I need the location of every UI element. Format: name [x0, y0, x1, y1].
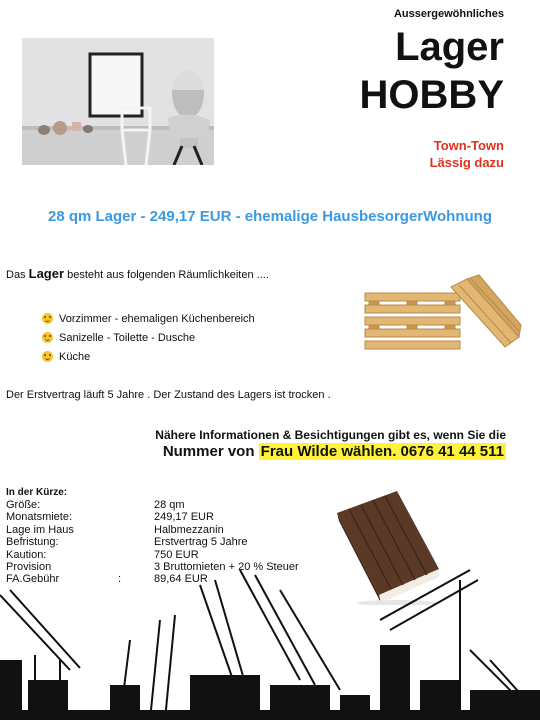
table-row [6, 524, 299, 536]
list-item [42, 309, 255, 328]
tagline-laessig: Lässig dazu [429, 155, 504, 170]
smiley-icon [42, 332, 53, 343]
summary-value: 249,17 EUR [154, 511, 214, 524]
contact-prefix: Nummer von [162, 443, 259, 460]
kicker-text: Aussergewöhnliches [393, 8, 504, 20]
room-list [42, 309, 255, 366]
table-row [6, 499, 299, 511]
summary-title: In der Kürze: [6, 487, 68, 498]
intro-bold: Lager [28, 266, 65, 281]
summary-label: Monatsmiete: [6, 511, 73, 524]
room-label: Sanizelle - Toilette - Dusche [59, 331, 196, 344]
summary-label: Befristung: [6, 536, 59, 549]
contact-line-2 [163, 443, 506, 460]
intro-suffix: besteht aus folgenden Räumlichkeiten .... [64, 269, 269, 281]
summary-label: FA.Gebühr [6, 573, 60, 586]
smiley-icon [42, 351, 53, 362]
summary-colon [118, 499, 154, 511]
summary-value: Erstvertrag 5 Jahre [154, 536, 248, 549]
contact-line-1: Nähere Informationen & Besichtigungen gibt es, wenn Sie die [155, 428, 506, 442]
title-lager: Lager [395, 25, 504, 69]
summary-colon [118, 524, 154, 536]
tagline-town: Town-Town [433, 138, 504, 153]
intro-prefix: Das [6, 269, 29, 281]
intro-text [6, 266, 269, 281]
summary-label: Lage im Haus [6, 523, 74, 536]
summary-value: 3 Bruttomieten + 20 % Steuer [154, 561, 299, 574]
room-label: Küche [59, 350, 91, 363]
smiley-icon [42, 313, 53, 324]
table-row [6, 511, 299, 523]
summary-label: Größe: [6, 499, 41, 511]
harbor-cranes-image [0, 560, 540, 720]
room-label: Vorzimmer - ehemaligen Küchenbereich [59, 312, 255, 325]
summary-label: Provision [6, 561, 52, 574]
summary-colon: : [118, 573, 122, 586]
contact-highlight: Frau Wilde wählen. 0676 41 44 511 [260, 443, 504, 460]
summary-label: Kaution: [6, 548, 47, 561]
summary-colon [118, 511, 154, 523]
table-row [6, 536, 299, 548]
summary-value: 89,64 EUR [154, 573, 208, 586]
hero-photo [22, 38, 214, 165]
list-item [42, 347, 255, 366]
summary-value: Halbmezzanin [154, 523, 224, 536]
title-hobby: HOBBY [359, 73, 504, 117]
headline: 28 qm Lager - 249,17 EUR - ehemalige HausbesorgerWohnung [47, 208, 492, 225]
contract-text: Der Erstvertrag läuft 5 Jahre . Der Zustand des Lagers ist trocken . [6, 389, 331, 401]
summary-value: 750 EUR [154, 548, 199, 561]
pallets-image [355, 265, 523, 365]
summary-value: 28 qm [154, 499, 185, 511]
list-item [42, 328, 255, 347]
summary-colon [118, 536, 154, 548]
